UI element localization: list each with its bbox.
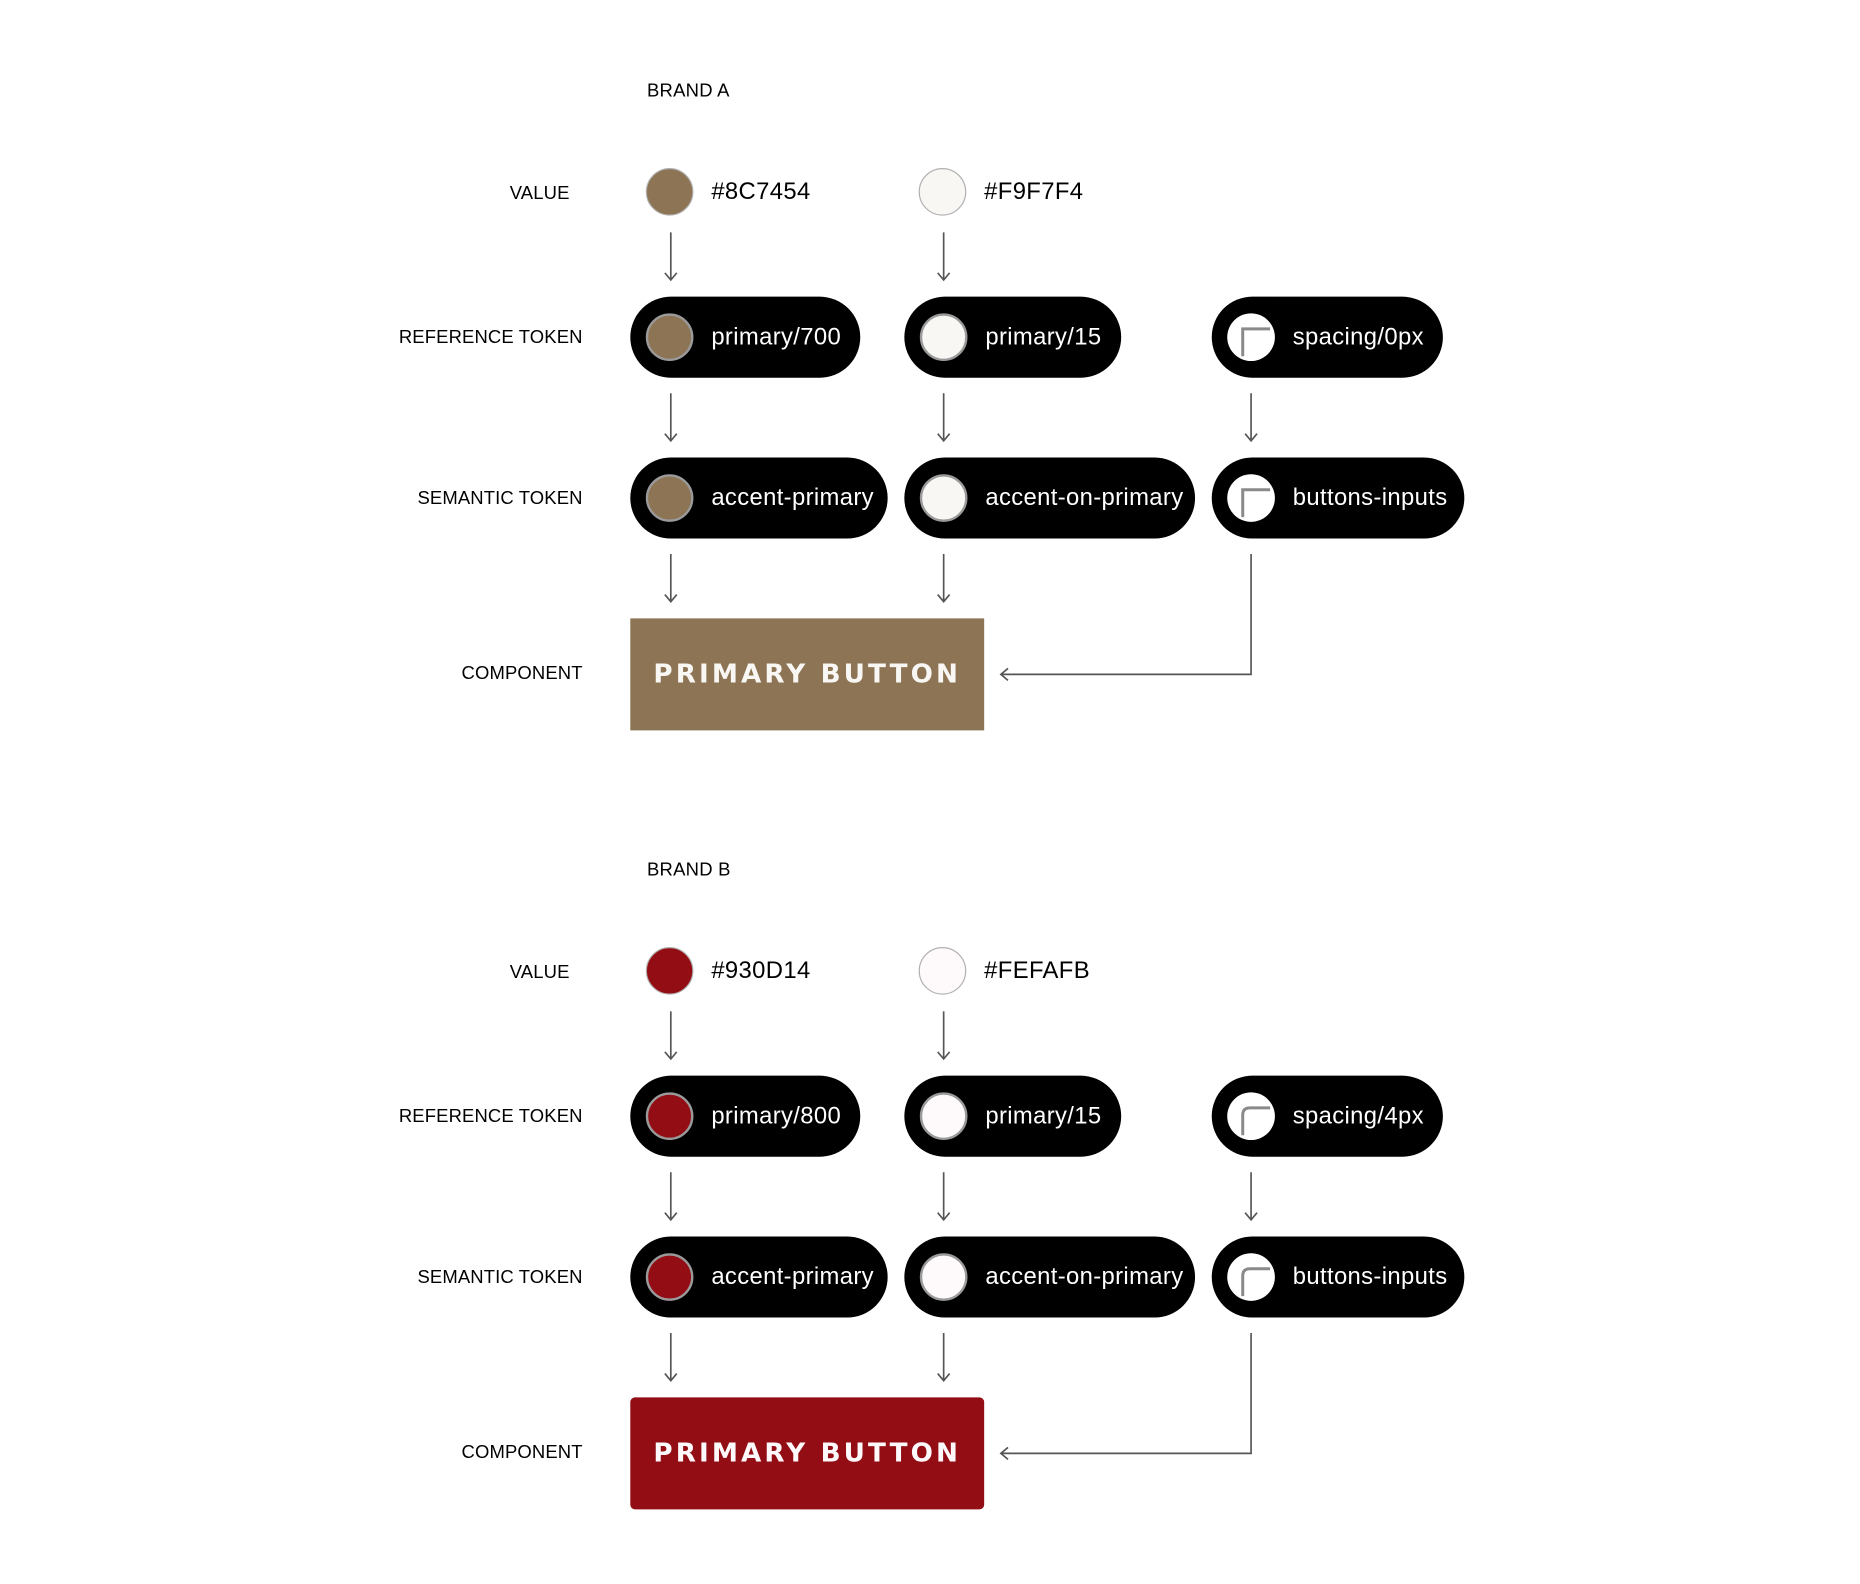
row-label-reference-token: REFERENCE TOKEN xyxy=(398,327,583,348)
row-label-semantic-token: SEMANTIC TOKEN xyxy=(417,1267,583,1288)
token-label: primary/15 xyxy=(985,323,1102,350)
token-label: primary/15 xyxy=(985,1102,1102,1129)
value-hex: #FEFAFB xyxy=(984,957,1090,984)
row-label-reference-token: REFERENCE TOKEN xyxy=(398,1106,583,1127)
primary-button-component: PRIMARY BUTTON xyxy=(630,618,984,730)
token-label: accent-on-primary xyxy=(985,1263,1184,1290)
token-label: buttons-inputs xyxy=(1292,1263,1448,1290)
token-label: primary/700 xyxy=(711,323,842,350)
row-label-component: COMPONENT xyxy=(461,1442,583,1463)
value-hex: #F9F7F4 xyxy=(984,178,1084,205)
token-label: accent-primary xyxy=(711,484,874,511)
value-hex: #8C7454 xyxy=(711,178,811,205)
token-label: accent-on-primary xyxy=(985,484,1184,511)
value-hex: #930D14 xyxy=(711,957,811,984)
brand-title: BRAND B xyxy=(646,860,731,881)
token-label: spacing/0px xyxy=(1292,323,1424,350)
brand-b-section xyxy=(0,779,1860,1571)
token-label: buttons-inputs xyxy=(1292,484,1448,511)
token-label: spacing/4px xyxy=(1292,1102,1424,1129)
row-label-value: VALUE xyxy=(509,962,570,983)
row-label-semantic-token: SEMANTIC TOKEN xyxy=(417,488,583,509)
row-label-value: VALUE xyxy=(509,183,570,204)
primary-button-component: PRIMARY BUTTON xyxy=(630,1397,984,1509)
brand-title: BRAND A xyxy=(646,81,730,102)
row-label-component: COMPONENT xyxy=(461,663,583,684)
flow-arrows xyxy=(0,779,1860,1571)
token-label: accent-primary xyxy=(711,1263,874,1290)
token-label: primary/800 xyxy=(711,1102,842,1129)
